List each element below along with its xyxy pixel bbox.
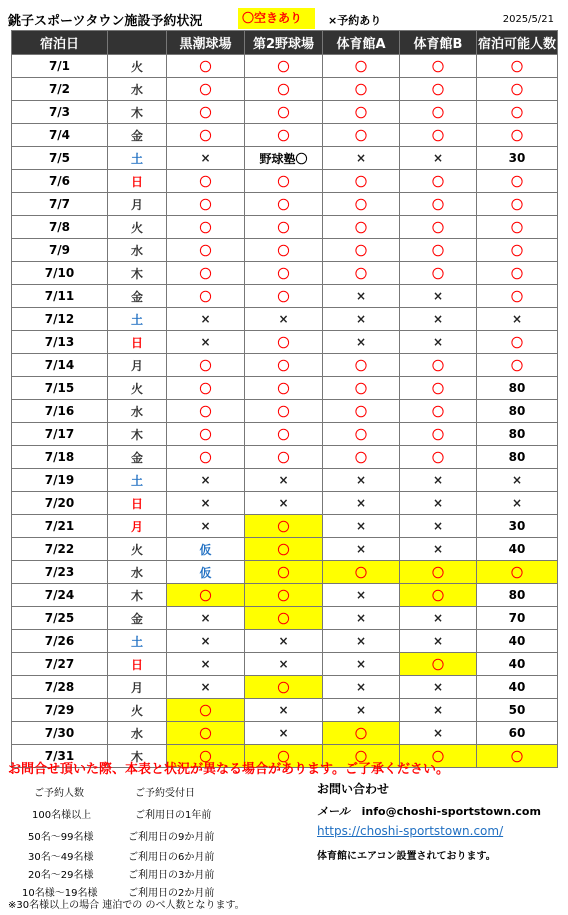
- cell-second-baseball-field: 〇: [245, 55, 323, 78]
- cell-second-baseball-field: 〇: [245, 676, 323, 699]
- table-row: [12, 492, 558, 515]
- cell-gym-a: 〇: [323, 377, 400, 400]
- update-date: 2025/5/21: [502, 14, 554, 25]
- cell-gym-a: ×: [323, 676, 400, 699]
- cell-kuroshio-stadium: 〇: [167, 377, 245, 400]
- cell-gym-b: 〇: [400, 584, 477, 607]
- cell-kuroshio-stadium: 仮: [167, 561, 245, 584]
- cell-date: 7/10: [12, 262, 108, 285]
- cell-gym-a: 〇: [323, 239, 400, 262]
- cell-gym-a: ×: [323, 285, 400, 308]
- cell-gym-a: 〇: [323, 561, 400, 584]
- cell-date: 7/22: [12, 538, 108, 561]
- table-row: [12, 193, 558, 216]
- cell-kuroshio-stadium: 〇: [167, 124, 245, 147]
- cell-date: 7/21: [12, 515, 108, 538]
- cell-kuroshio-stadium: ×: [167, 607, 245, 630]
- cell-lodging-capacity: 〇: [477, 331, 558, 354]
- cell-second-baseball-field: ×: [245, 699, 323, 722]
- cell-weekday: 火: [108, 377, 167, 400]
- booking-period: ご利用日の3か月前: [128, 870, 215, 881]
- cell-lodging-capacity: ×: [477, 492, 558, 515]
- cell-date: 7/15: [12, 377, 108, 400]
- cell-lodging-capacity: 〇: [477, 193, 558, 216]
- cell-weekday: 月: [108, 193, 167, 216]
- col-header-lodging-capacity: 宿泊可能人数: [477, 31, 558, 55]
- cell-gym-a: 〇: [323, 170, 400, 193]
- cell-gym-a: 〇: [323, 124, 400, 147]
- booking-people: 10名様～19名様: [22, 888, 98, 899]
- cell-lodging-capacity: 70: [477, 607, 558, 630]
- cell-gym-b: 〇: [400, 55, 477, 78]
- cell-second-baseball-field: 〇: [245, 354, 323, 377]
- cell-weekday: 金: [108, 607, 167, 630]
- table-row: [12, 170, 558, 193]
- table-row: [12, 78, 558, 101]
- cell-date: 7/17: [12, 423, 108, 446]
- cell-weekday: 月: [108, 676, 167, 699]
- cell-lodging-capacity: 60: [477, 722, 558, 745]
- cell-gym-b: 〇: [400, 561, 477, 584]
- cell-gym-b: 〇: [400, 377, 477, 400]
- cell-kuroshio-stadium: ×: [167, 147, 245, 170]
- cell-weekday: 水: [108, 561, 167, 584]
- cell-weekday: 水: [108, 722, 167, 745]
- cell-gym-b: 〇: [400, 354, 477, 377]
- booking-header-people: ご予約人数: [34, 788, 84, 799]
- cell-lodging-capacity: 80: [477, 446, 558, 469]
- cell-date: 7/3: [12, 101, 108, 124]
- mail-label: メール: [317, 805, 350, 818]
- cell-gym-b: ×: [400, 147, 477, 170]
- cell-second-baseball-field: 〇: [245, 515, 323, 538]
- cell-weekday: 土: [108, 308, 167, 331]
- cell-kuroshio-stadium: 〇: [167, 170, 245, 193]
- cell-lodging-capacity: 〇: [477, 124, 558, 147]
- table-row: [12, 239, 558, 262]
- website-link[interactable]: https://choshi-sportstown.com/: [317, 824, 504, 838]
- cell-date: 7/18: [12, 446, 108, 469]
- cell-second-baseball-field: 〇: [245, 170, 323, 193]
- cell-date: 7/7: [12, 193, 108, 216]
- cell-lodging-capacity: ×: [477, 469, 558, 492]
- cell-second-baseball-field: 〇: [245, 446, 323, 469]
- cell-gym-a: 〇: [323, 55, 400, 78]
- cell-gym-a: ×: [323, 653, 400, 676]
- cell-date: 7/8: [12, 216, 108, 239]
- cell-lodging-capacity: ×: [477, 308, 558, 331]
- booking-period: ご利用日の1年前: [135, 810, 212, 821]
- cell-date: 7/9: [12, 239, 108, 262]
- cell-second-baseball-field: 〇: [245, 101, 323, 124]
- cell-gym-b: 〇: [400, 170, 477, 193]
- cell-lodging-capacity: 40: [477, 630, 558, 653]
- cell-lodging-capacity: 〇: [477, 216, 558, 239]
- cell-date: 7/12: [12, 308, 108, 331]
- cell-gym-b: ×: [400, 607, 477, 630]
- cell-kuroshio-stadium: ×: [167, 469, 245, 492]
- booking-footnote: ※30名様以上の場合 連泊での のべ人数となります。: [8, 900, 245, 911]
- cell-weekday: 水: [108, 78, 167, 101]
- cell-kuroshio-stadium: 〇: [167, 193, 245, 216]
- cell-date: 7/4: [12, 124, 108, 147]
- cell-kuroshio-stadium: 〇: [167, 285, 245, 308]
- col-header-second-baseball-field: 第2野球場: [245, 31, 323, 55]
- table-header-row: [12, 31, 558, 55]
- cell-weekday: 日: [108, 492, 167, 515]
- booking-period: ご利用日の9か月前: [128, 832, 215, 843]
- cell-weekday: 火: [108, 55, 167, 78]
- cell-lodging-capacity: 40: [477, 676, 558, 699]
- table-row: [12, 722, 558, 745]
- cell-weekday: 木: [108, 584, 167, 607]
- table-row: [12, 561, 558, 584]
- cell-gym-a: ×: [323, 492, 400, 515]
- cell-kuroshio-stadium: 〇: [167, 354, 245, 377]
- aircon-note: 体育館にエアコン設置されております。: [317, 851, 496, 862]
- cell-kuroshio-stadium: ×: [167, 331, 245, 354]
- cell-gym-b: 〇: [400, 423, 477, 446]
- cell-date: 7/5: [12, 147, 108, 170]
- cell-lodging-capacity: 80: [477, 377, 558, 400]
- cell-gym-b: ×: [400, 492, 477, 515]
- cell-gym-a: 〇: [323, 216, 400, 239]
- cell-gym-b: ×: [400, 308, 477, 331]
- cell-date: 7/1: [12, 55, 108, 78]
- cell-lodging-capacity: 30: [477, 147, 558, 170]
- cell-kuroshio-stadium: 〇: [167, 239, 245, 262]
- cell-gym-b: 〇: [400, 262, 477, 285]
- table-row: [12, 584, 558, 607]
- contact-mail: [317, 803, 541, 819]
- cell-gym-a: ×: [323, 538, 400, 561]
- cell-date: 7/19: [12, 469, 108, 492]
- cell-date: 7/29: [12, 699, 108, 722]
- cell-gym-b: ×: [400, 630, 477, 653]
- cell-second-baseball-field: 〇: [245, 193, 323, 216]
- cell-gym-a: 〇: [323, 722, 400, 745]
- cell-weekday: 木: [108, 101, 167, 124]
- table-row: [12, 124, 558, 147]
- cell-gym-a: ×: [323, 331, 400, 354]
- cell-kuroshio-stadium: 〇: [167, 699, 245, 722]
- cell-weekday: 土: [108, 147, 167, 170]
- table-row: [12, 699, 558, 722]
- cell-second-baseball-field: 〇: [245, 262, 323, 285]
- table-row: [12, 262, 558, 285]
- cell-gym-a: 〇: [323, 400, 400, 423]
- cell-second-baseball-field: ×: [245, 469, 323, 492]
- cell-gym-b: 〇: [400, 78, 477, 101]
- cell-kuroshio-stadium: 〇: [167, 216, 245, 239]
- cell-date: 7/14: [12, 354, 108, 377]
- cell-lodging-capacity: 〇: [477, 78, 558, 101]
- booking-period: ご利用日の2か月前: [128, 888, 215, 899]
- cell-lodging-capacity: 40: [477, 653, 558, 676]
- page-title: 銚子スポーツタウン施設予約状況: [8, 14, 203, 29]
- cell-kuroshio-stadium: ×: [167, 515, 245, 538]
- cell-gym-a: ×: [323, 147, 400, 170]
- table-row: [12, 538, 558, 561]
- cell-date: 7/6: [12, 170, 108, 193]
- cell-weekday: 金: [108, 285, 167, 308]
- cell-kuroshio-stadium: 仮: [167, 538, 245, 561]
- cell-gym-a: ×: [323, 699, 400, 722]
- cell-gym-a: 〇: [323, 745, 400, 768]
- cell-gym-a: 〇: [323, 193, 400, 216]
- cell-gym-a: ×: [323, 584, 400, 607]
- cell-second-baseball-field: 〇: [245, 331, 323, 354]
- cell-gym-a: ×: [323, 515, 400, 538]
- booking-people: 30名～49名様: [28, 852, 94, 863]
- booking-header-period: ご予約受付日: [135, 788, 195, 799]
- cell-weekday: 金: [108, 446, 167, 469]
- cell-weekday: 金: [108, 124, 167, 147]
- cell-gym-b: 〇: [400, 239, 477, 262]
- cell-lodging-capacity: 80: [477, 584, 558, 607]
- cell-lodging-capacity: 〇: [477, 561, 558, 584]
- col-header-gym-b: 体育館B: [400, 31, 477, 55]
- cell-weekday: 月: [108, 354, 167, 377]
- cell-lodging-capacity: 〇: [477, 285, 558, 308]
- cell-date: 7/28: [12, 676, 108, 699]
- cell-weekday: 土: [108, 469, 167, 492]
- cell-kuroshio-stadium: 〇: [167, 101, 245, 124]
- cell-date: 7/24: [12, 584, 108, 607]
- table-row: [12, 55, 558, 78]
- cell-second-baseball-field: 〇: [245, 377, 323, 400]
- cell-lodging-capacity: 〇: [477, 55, 558, 78]
- cell-weekday: 火: [108, 699, 167, 722]
- cell-second-baseball-field: ×: [245, 653, 323, 676]
- cell-second-baseball-field: 〇: [245, 538, 323, 561]
- cell-second-baseball-field: ×: [245, 492, 323, 515]
- cell-weekday: 火: [108, 216, 167, 239]
- cell-kuroshio-stadium: 〇: [167, 722, 245, 745]
- col-header-day: [108, 31, 167, 55]
- cell-second-baseball-field: 〇: [245, 607, 323, 630]
- cell-kuroshio-stadium: ×: [167, 676, 245, 699]
- table-row: [12, 354, 558, 377]
- cell-kuroshio-stadium: ×: [167, 653, 245, 676]
- notice-text: お問合せ頂いた際、本表と状況が異なる場合があります。ご了承ください。: [8, 762, 449, 777]
- cell-gym-b: 〇: [400, 193, 477, 216]
- cell-second-baseball-field: 〇: [245, 561, 323, 584]
- cell-kuroshio-stadium: 〇: [167, 78, 245, 101]
- table-row: [12, 607, 558, 630]
- table-row: [12, 147, 558, 170]
- cell-lodging-capacity: 〇: [477, 745, 558, 768]
- cell-gym-b: ×: [400, 469, 477, 492]
- cell-kuroshio-stadium: ×: [167, 492, 245, 515]
- cell-lodging-capacity: 80: [477, 423, 558, 446]
- cell-weekday: 木: [108, 423, 167, 446]
- cell-gym-b: 〇: [400, 400, 477, 423]
- cell-gym-a: ×: [323, 308, 400, 331]
- cell-gym-a: 〇: [323, 262, 400, 285]
- cell-gym-b: 〇: [400, 124, 477, 147]
- cell-kuroshio-stadium: 〇: [167, 423, 245, 446]
- col-header-date: 宿泊日: [12, 31, 108, 55]
- cell-second-baseball-field: 〇: [245, 124, 323, 147]
- cell-second-baseball-field: ×: [245, 630, 323, 653]
- cell-lodging-capacity: 50: [477, 699, 558, 722]
- cell-lodging-capacity: 〇: [477, 239, 558, 262]
- cell-weekday: 土: [108, 630, 167, 653]
- cell-gym-b: 〇: [400, 745, 477, 768]
- table-row: [12, 446, 558, 469]
- cell-weekday: 月: [108, 515, 167, 538]
- cell-gym-b: 〇: [400, 653, 477, 676]
- cell-gym-b: ×: [400, 722, 477, 745]
- cell-gym-a: ×: [323, 630, 400, 653]
- cell-gym-a: 〇: [323, 78, 400, 101]
- table-row: [12, 377, 558, 400]
- cell-date: 7/20: [12, 492, 108, 515]
- booking-people: 50名～99名様: [28, 832, 94, 843]
- table-row: [12, 630, 558, 653]
- cell-lodging-capacity: 40: [477, 538, 558, 561]
- booking-period: ご利用日の6か月前: [128, 852, 215, 863]
- cell-date: 7/30: [12, 722, 108, 745]
- cell-gym-a: 〇: [323, 354, 400, 377]
- cell-gym-a: 〇: [323, 423, 400, 446]
- col-header-gym-a: 体育館A: [323, 31, 400, 55]
- cell-second-baseball-field: 〇: [245, 285, 323, 308]
- table-row: [12, 676, 558, 699]
- cell-weekday: 木: [108, 262, 167, 285]
- cell-lodging-capacity: 30: [477, 515, 558, 538]
- cell-weekday: 水: [108, 239, 167, 262]
- cell-gym-b: ×: [400, 538, 477, 561]
- cell-gym-b: 〇: [400, 216, 477, 239]
- cell-weekday: 日: [108, 331, 167, 354]
- cell-date: 7/31: [12, 745, 108, 768]
- table-row: [12, 285, 558, 308]
- cell-gym-b: ×: [400, 331, 477, 354]
- legend-available: 〇空きあり: [238, 8, 315, 29]
- cell-gym-b: ×: [400, 515, 477, 538]
- contact-heading: お問い合わせ: [317, 782, 390, 796]
- cell-kuroshio-stadium: ×: [167, 630, 245, 653]
- cell-kuroshio-stadium: 〇: [167, 745, 245, 768]
- cell-gym-b: 〇: [400, 101, 477, 124]
- cell-date: 7/16: [12, 400, 108, 423]
- cell-lodging-capacity: 〇: [477, 170, 558, 193]
- cell-lodging-capacity: 〇: [477, 354, 558, 377]
- reservation-table: [11, 30, 558, 768]
- cell-weekday: 火: [108, 538, 167, 561]
- cell-weekday: 木: [108, 745, 167, 768]
- cell-second-baseball-field: ×: [245, 722, 323, 745]
- table-row: [12, 400, 558, 423]
- booking-people: 100名様以上: [32, 810, 92, 821]
- col-header-kuroshio-stadium: 黒潮球場: [167, 31, 245, 55]
- cell-date: 7/23: [12, 561, 108, 584]
- table-row: [12, 331, 558, 354]
- cell-lodging-capacity: 〇: [477, 262, 558, 285]
- cell-second-baseball-field: 〇: [245, 423, 323, 446]
- cell-gym-b: ×: [400, 285, 477, 308]
- cell-lodging-capacity: 〇: [477, 101, 558, 124]
- cell-weekday: 日: [108, 170, 167, 193]
- table-row: [12, 469, 558, 492]
- cell-gym-a: ×: [323, 469, 400, 492]
- cell-second-baseball-field: 〇: [245, 216, 323, 239]
- table-row: [12, 101, 558, 124]
- cell-date: 7/25: [12, 607, 108, 630]
- cell-gym-a: 〇: [323, 101, 400, 124]
- cell-gym-b: ×: [400, 676, 477, 699]
- legend-booked: ×予約あり: [328, 14, 382, 27]
- cell-second-baseball-field: ×: [245, 308, 323, 331]
- cell-kuroshio-stadium: 〇: [167, 446, 245, 469]
- cell-gym-a: ×: [323, 607, 400, 630]
- cell-second-baseball-field: 〇: [245, 745, 323, 768]
- cell-second-baseball-field: 野球塾〇: [245, 147, 323, 170]
- cell-kuroshio-stadium: 〇: [167, 584, 245, 607]
- cell-date: 7/2: [12, 78, 108, 101]
- cell-date: 7/11: [12, 285, 108, 308]
- cell-date: 7/26: [12, 630, 108, 653]
- booking-people: 20名～29名様: [28, 870, 94, 881]
- cell-kuroshio-stadium: 〇: [167, 55, 245, 78]
- table-row: [12, 653, 558, 676]
- cell-gym-b: ×: [400, 699, 477, 722]
- cell-second-baseball-field: 〇: [245, 78, 323, 101]
- cell-second-baseball-field: 〇: [245, 584, 323, 607]
- cell-date: 7/13: [12, 331, 108, 354]
- cell-kuroshio-stadium: 〇: [167, 400, 245, 423]
- mail-address-link[interactable]: info@choshi-sportstown.com: [361, 805, 541, 818]
- cell-second-baseball-field: 〇: [245, 239, 323, 262]
- cell-date: 7/27: [12, 653, 108, 676]
- table-row: [12, 308, 558, 331]
- cell-kuroshio-stadium: 〇: [167, 262, 245, 285]
- table-row: [12, 216, 558, 239]
- cell-gym-a: 〇: [323, 446, 400, 469]
- cell-second-baseball-field: 〇: [245, 400, 323, 423]
- cell-weekday: 水: [108, 400, 167, 423]
- cell-lodging-capacity: 80: [477, 400, 558, 423]
- table-row: [12, 515, 558, 538]
- cell-gym-b: 〇: [400, 446, 477, 469]
- table-row: [12, 423, 558, 446]
- cell-kuroshio-stadium: ×: [167, 308, 245, 331]
- cell-weekday: 日: [108, 653, 167, 676]
